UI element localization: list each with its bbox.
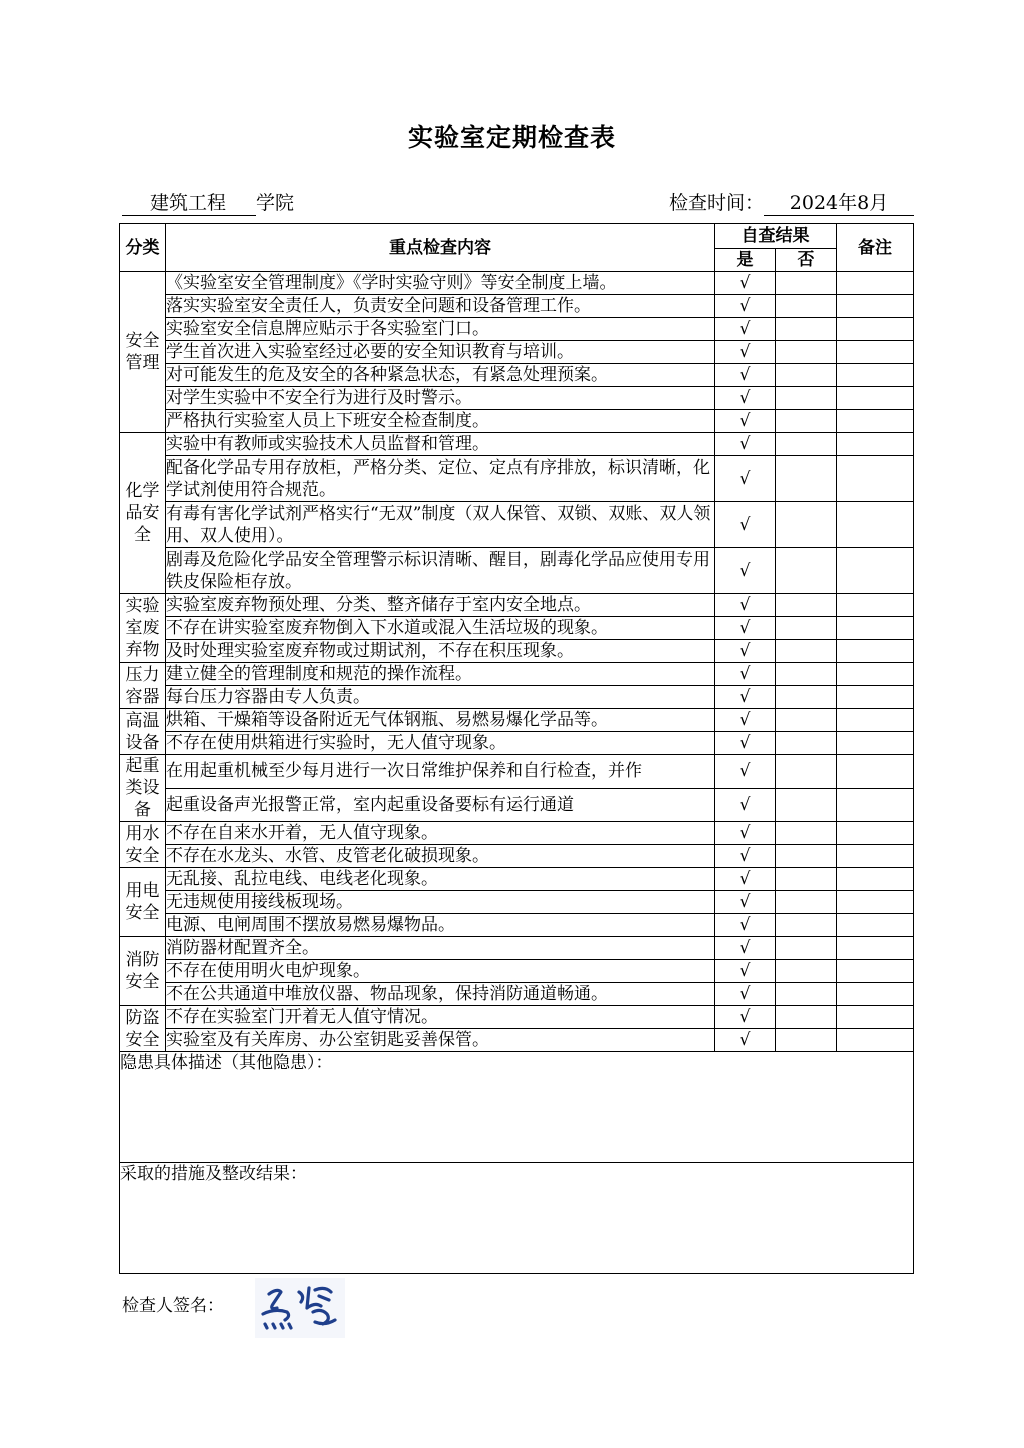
check-item: 严格执行实验室人员上下班安全检查制度。 <box>166 410 715 433</box>
check-item: 落实实验室安全责任人，负责安全问题和设备管理工作。 <box>166 295 715 318</box>
college-name: 建筑工程 <box>122 191 256 216</box>
remark-cell <box>837 788 914 822</box>
check-item: 对可能发生的危及安全的各种紧急状态，有紧急处理预案。 <box>166 364 715 387</box>
remark-cell <box>837 502 914 548</box>
yes-checkmark: √ <box>715 868 776 891</box>
remark-cell <box>837 295 914 318</box>
no-cell <box>776 663 837 686</box>
self-check-header: 自查结果 <box>715 224 837 249</box>
category-header: 分类 <box>120 224 166 272</box>
checklist-row <box>120 788 914 822</box>
remark-cell <box>837 845 914 868</box>
checklist-row <box>120 387 914 410</box>
remark-cell <box>837 709 914 732</box>
yes-checkmark: √ <box>715 502 776 548</box>
yes-checkmark: √ <box>715 364 776 387</box>
category-cell: 防盗安全 <box>120 1006 166 1052</box>
yes-checkmark: √ <box>715 410 776 433</box>
yes-checkmark: √ <box>715 914 776 937</box>
content-header: 重点检查内容 <box>166 224 715 272</box>
remark-cell <box>837 387 914 410</box>
checklist-row <box>120 364 914 387</box>
checklist-row <box>120 341 914 364</box>
inspection-time-value: 2024年8月 <box>764 191 914 216</box>
inspector-signature-label: 检查人签名： <box>122 1296 224 1316</box>
measures-result-label: 采取的措施及整改结果： <box>120 1164 307 1184</box>
checklist-row <box>120 960 914 983</box>
checklist-row <box>120 456 914 502</box>
yes-checkmark: √ <box>715 433 776 456</box>
checklist-row <box>120 914 914 937</box>
category-cell: 用电安全 <box>120 868 166 937</box>
remark-cell <box>837 341 914 364</box>
remark-cell <box>837 868 914 891</box>
yes-checkmark: √ <box>715 1006 776 1029</box>
remark-cell <box>837 983 914 1006</box>
yes-checkmark: √ <box>715 732 776 755</box>
no-cell <box>776 788 837 822</box>
category-cell: 压力容器 <box>120 663 166 709</box>
check-item: 不存在使用烘箱进行实验时，无人值守现象。 <box>166 732 715 755</box>
measures-result-box <box>120 1163 914 1274</box>
inspection-time-field <box>669 188 914 216</box>
category-cell: 安全管理 <box>120 272 166 433</box>
checklist-row <box>120 433 914 456</box>
no-cell <box>776 686 837 709</box>
no-cell <box>776 295 837 318</box>
checklist-row <box>120 640 914 663</box>
check-item: 《实验室安全管理制度》《学时实验守则》等安全制度上墙。 <box>166 272 715 295</box>
remark-cell <box>837 364 914 387</box>
checklist-row <box>120 1029 914 1052</box>
check-item: 对学生实验中不安全行为进行及时警示。 <box>166 387 715 410</box>
yes-header: 是 <box>715 249 776 272</box>
checklist-row <box>120 845 914 868</box>
yes-checkmark: √ <box>715 295 776 318</box>
check-item: 不存在使用明火电炉现象。 <box>166 960 715 983</box>
check-item: 不存在水龙头、水管、皮管老化破损现象。 <box>166 845 715 868</box>
check-item: 每台压力容器由专人负责。 <box>166 686 715 709</box>
check-item: 不存在实验室门开着无人值守情况。 <box>166 1006 715 1029</box>
checklist-row <box>120 663 914 686</box>
yes-checkmark: √ <box>715 341 776 364</box>
checklist-row <box>120 1006 914 1029</box>
yes-checkmark: √ <box>715 709 776 732</box>
checklist-row <box>120 709 914 732</box>
yes-checkmark: √ <box>715 387 776 410</box>
remark-cell <box>837 937 914 960</box>
checklist-row <box>120 548 914 594</box>
category-cell: 起重类设备 <box>120 755 166 822</box>
yes-checkmark: √ <box>715 1029 776 1052</box>
no-cell <box>776 387 837 410</box>
checklist-body <box>120 224 914 1274</box>
no-cell <box>776 845 837 868</box>
yes-checkmark: √ <box>715 318 776 341</box>
no-cell <box>776 410 837 433</box>
remark-cell <box>837 914 914 937</box>
checklist-row <box>120 822 914 845</box>
no-cell <box>776 868 837 891</box>
check-item: 不存在讲实验室废弃物倒入下水道或混入生活垃圾的现象。 <box>166 617 715 640</box>
check-item: 建立健全的管理制度和规范的操作流程。 <box>166 663 715 686</box>
checklist-row <box>120 594 914 617</box>
remark-header: 备注 <box>837 224 914 272</box>
header-row <box>120 224 914 249</box>
check-item: 烘箱、干燥箱等设备附近无气体钢瓶、易燃易爆化学品等。 <box>166 709 715 732</box>
no-cell <box>776 456 837 502</box>
category-cell: 实验室废弃物 <box>120 594 166 663</box>
checklist-row <box>120 502 914 548</box>
check-item: 在用起重机械至少每月进行一次日常维护保养和自行检查，并作 <box>166 755 715 789</box>
checklist-row <box>120 410 914 433</box>
no-cell <box>776 1029 837 1052</box>
remark-cell <box>837 433 914 456</box>
yes-checkmark: √ <box>715 845 776 868</box>
remark-cell <box>837 891 914 914</box>
check-item: 及时处理实验室废弃物或过期试剂，不存在积压现象。 <box>166 640 715 663</box>
check-item: 实验中有教师或实验技术人员监督和管理。 <box>166 433 715 456</box>
college-field <box>122 188 294 216</box>
remark-cell <box>837 1029 914 1052</box>
no-cell <box>776 272 837 295</box>
check-item: 无乱接、乱拉电线、电线老化现象。 <box>166 868 715 891</box>
category-cell: 用水安全 <box>120 822 166 868</box>
checklist-row <box>120 272 914 295</box>
hazard-description-label: 隐患具体描述（其他隐患）： <box>120 1053 333 1073</box>
category-cell: 高温设备 <box>120 709 166 755</box>
remark-cell <box>837 663 914 686</box>
remark-cell <box>837 822 914 845</box>
no-cell <box>776 548 837 594</box>
inspection-time-label: 检查时间： <box>668 192 764 214</box>
yes-checkmark: √ <box>715 788 776 822</box>
remark-cell <box>837 410 914 433</box>
yes-checkmark: √ <box>715 456 776 502</box>
remark-cell <box>837 960 914 983</box>
check-item: 不存在自来水开着，无人值守现象。 <box>166 822 715 845</box>
remark-cell <box>837 318 914 341</box>
page-title: 实验室定期检查表 <box>407 123 616 152</box>
no-header: 否 <box>776 249 837 272</box>
remark-cell <box>837 686 914 709</box>
yes-checkmark: √ <box>715 272 776 295</box>
check-item: 消防器材配置齐全。 <box>166 937 715 960</box>
no-cell <box>776 755 837 789</box>
no-cell <box>776 502 837 548</box>
no-cell <box>776 983 837 1006</box>
no-cell <box>776 709 837 732</box>
no-cell <box>776 341 837 364</box>
check-item: 有毒有害化学试剂严格实行“无双”制度（双人保管、双锁、双账、双人领用、双人使用）。 <box>166 502 715 548</box>
yes-checkmark: √ <box>715 983 776 1006</box>
remark-cell <box>837 456 914 502</box>
no-cell <box>776 960 837 983</box>
check-item: 不在公共通道中堆放仪器、物品现象，保持消防通道畅通。 <box>166 983 715 1006</box>
no-cell <box>776 364 837 387</box>
yes-checkmark: √ <box>715 640 776 663</box>
checklist-row <box>120 891 914 914</box>
check-item: 学生首次进入实验室经过必要的安全知识教育与培训。 <box>166 341 715 364</box>
hazard-description-box <box>120 1052 914 1163</box>
no-cell <box>776 937 837 960</box>
remark-cell <box>837 548 914 594</box>
yes-checkmark: √ <box>715 663 776 686</box>
check-item: 起重设备声光报警正常，室内起重设备要标有运行通道 <box>166 788 715 822</box>
college-suffix: 学院 <box>256 192 295 214</box>
category-cell: 化学品安全 <box>120 433 166 594</box>
no-cell <box>776 732 837 755</box>
checklist-row <box>120 318 914 341</box>
checklist-table <box>119 223 914 1274</box>
yes-checkmark: √ <box>715 686 776 709</box>
remark-cell <box>837 1006 914 1029</box>
checklist-row <box>120 983 914 1006</box>
check-item: 无违规使用接线板现场。 <box>166 891 715 914</box>
checklist-row <box>120 937 914 960</box>
check-item: 实验室安全信息牌应贴示于各实验室门口。 <box>166 318 715 341</box>
no-cell <box>776 1006 837 1029</box>
check-item: 电源、电闸周围不摆放易燃易爆物品。 <box>166 914 715 937</box>
check-item: 实验室及有关库房、办公室钥匙妥善保管。 <box>166 1029 715 1052</box>
no-cell <box>776 822 837 845</box>
no-cell <box>776 640 837 663</box>
yes-checkmark: √ <box>715 548 776 594</box>
no-cell <box>776 891 837 914</box>
checklist-row <box>120 732 914 755</box>
yes-checkmark: √ <box>715 755 776 789</box>
remark-cell <box>837 732 914 755</box>
yes-checkmark: √ <box>715 617 776 640</box>
check-item: 配备化学品专用存放柜，严格分类、定位、定点有序排放，标识清晰，化学试剂使用符合规范。 <box>166 456 715 502</box>
remark-cell <box>837 272 914 295</box>
checklist-row <box>120 686 914 709</box>
hazard-description-box-row <box>120 1052 914 1163</box>
checklist-row <box>120 617 914 640</box>
yes-checkmark: √ <box>715 937 776 960</box>
check-item: 剧毒及危险化学品安全管理警示标识清晰、醒目，剧毒化学品应使用专用铁皮保险柜存放。 <box>166 548 715 594</box>
checklist-row <box>120 755 914 789</box>
check-item: 实验室废弃物预处理、分类、整齐储存于室内安全地点。 <box>166 594 715 617</box>
handwritten-signature <box>255 1278 345 1338</box>
no-cell <box>776 318 837 341</box>
remark-cell <box>837 755 914 789</box>
checklist-row <box>120 295 914 318</box>
no-cell <box>776 594 837 617</box>
remark-cell <box>837 617 914 640</box>
yes-checkmark: √ <box>715 822 776 845</box>
measures-result-box-row <box>120 1163 914 1274</box>
checklist-row <box>120 868 914 891</box>
yes-checkmark: √ <box>715 960 776 983</box>
category-cell: 消防安全 <box>120 937 166 1006</box>
yes-checkmark: √ <box>715 594 776 617</box>
no-cell <box>776 433 837 456</box>
remark-cell <box>837 594 914 617</box>
remark-cell <box>837 640 914 663</box>
no-cell <box>776 914 837 937</box>
no-cell <box>776 617 837 640</box>
yes-checkmark: √ <box>715 891 776 914</box>
